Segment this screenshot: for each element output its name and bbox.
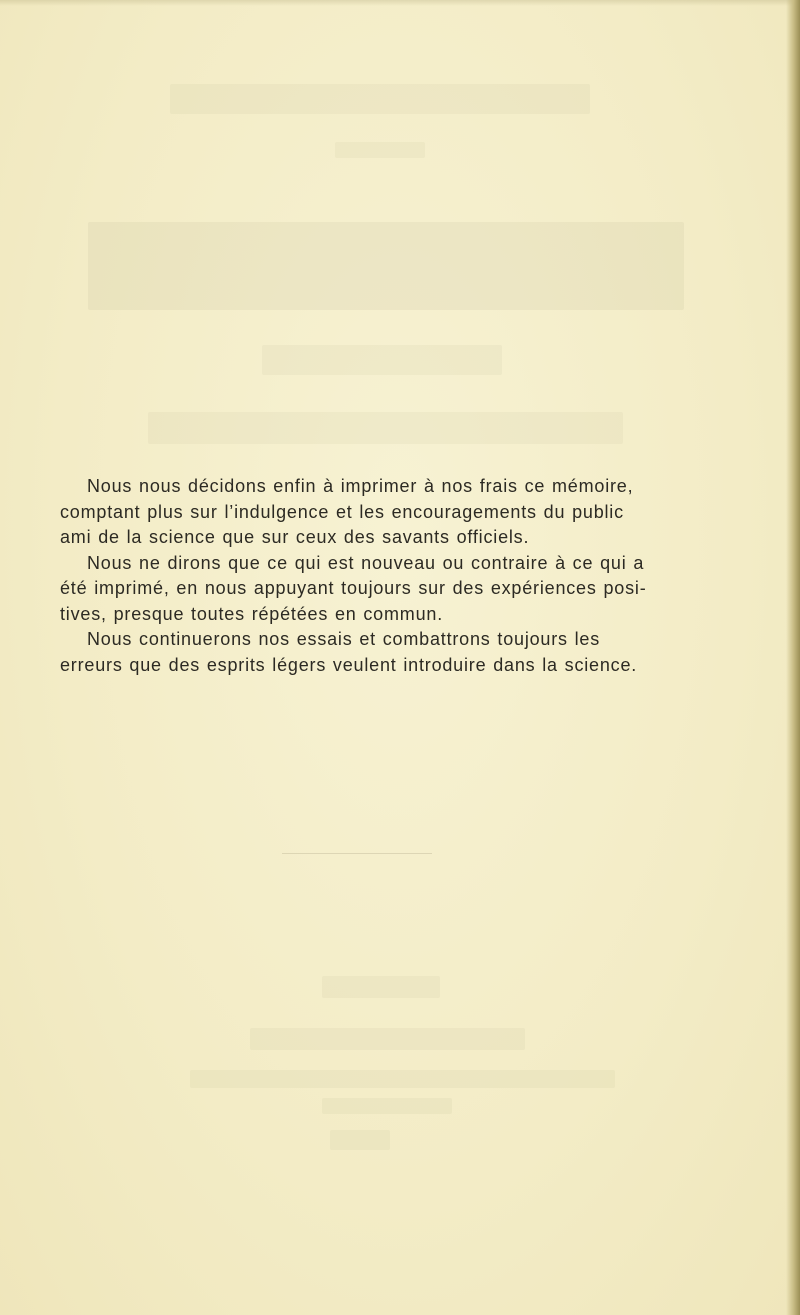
bleed-through-mark [250,1028,525,1050]
bleed-through-mark [330,1130,390,1150]
paragraph-1 [60,474,700,551]
text-line: ami de la science que sur ceux des savants officiels. [60,527,530,547]
bleed-through-mark [322,976,440,998]
bleed-through-mark [88,222,684,310]
bleed-through-mark [170,84,590,114]
text-line: Nous ne dirons que ce qui est nouveau ou contraire à ce qui a [87,552,645,573]
text-line: tives, presque toutes répétées en commun. [60,603,443,624]
text-line: été imprimé, en nous appuyant toujours sur des expériences posi- [60,578,647,598]
bleed-through-rule [282,853,432,854]
text-line: Nous nous décidons enfin à imprimer à nos frais ce mémoire, [87,476,634,496]
paragraph-3 [60,627,700,678]
bleed-through-mark [262,345,502,375]
text-line: comptant plus sur l’indulgence et les encouragements du public [60,501,624,522]
bleed-through-mark [322,1098,452,1114]
body-text [60,474,700,678]
text-line: erreurs que des esprits légers veulent introduire dans la science. [60,654,638,675]
bleed-through-mark [148,412,623,444]
bleed-through-mark [335,142,425,158]
page-edge-shadow [786,0,800,1315]
page-top-shadow [0,0,800,6]
text-line: Nous continuerons nos essais et combattrons toujours les [87,629,601,649]
bleed-through-mark [190,1070,615,1088]
paragraph-2 [60,551,700,628]
